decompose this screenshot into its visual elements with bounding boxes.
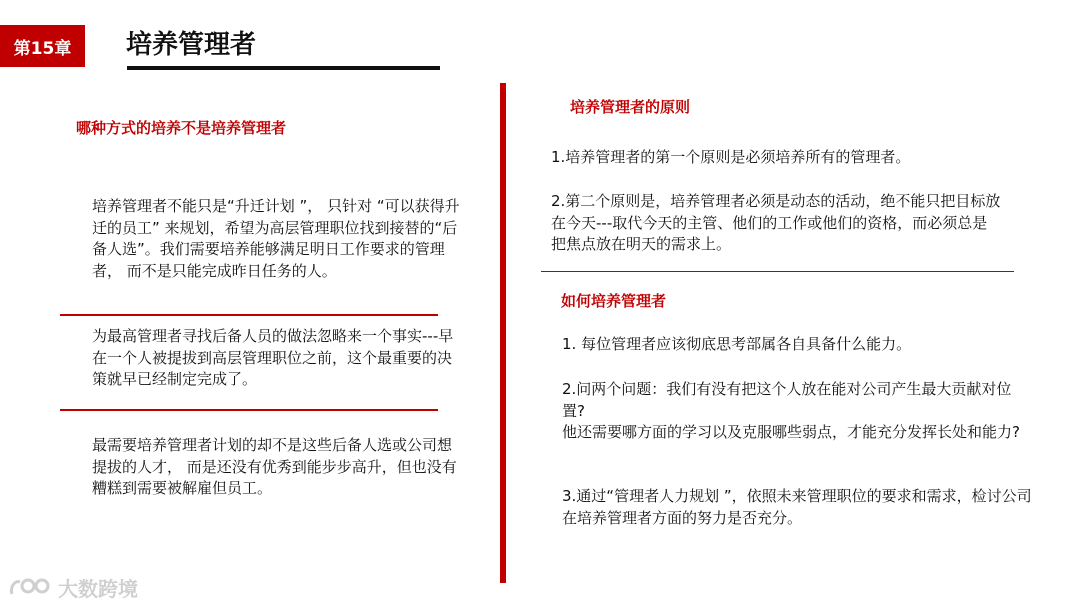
chapter-badge: 第15章: [0, 25, 85, 67]
principle-item-2: 2.第二个原则是，培养管理者必须是动态的活动，绝不能只把目标放在今天---取代今天的主管、他们的工作或他们的资格，而必须总是把焦点放在明天的需求上。: [551, 192, 1001, 253]
title-underline: [127, 66, 440, 70]
left-paragraph-2: 为最高管理者寻找后备人员的做法忽略来一个事实---早在一个人被提拔到高层管理职位之前，这个最重要的决策就早已经制定完成了。: [92, 327, 454, 388]
left-paragraph-1: 培养管理者不能只是“升迁计划 ”， 只针对 “可以获得升迁的员工” 来规划，希望为高层管理职位找到接替的“后备人选”。我们需要培养能够满足明日工作要求的管理者， 而不是只能完成昨日任务的人。: [92, 197, 460, 280]
how-item-3: 3.通过“管理者人力规划 ”，依照未来管理职位的要求和需求，检讨公司在培养管理者方面的努力是否充分。: [562, 487, 1032, 527]
right-separator: [541, 271, 1014, 272]
page-title: 培养管理者: [126, 30, 257, 60]
left-heading: 哪种方式的培养不是培养管理者: [76, 119, 287, 137]
left-separator-1: [60, 314, 438, 316]
watermark: [8, 572, 138, 602]
watermark-text: 大数跨境: [58, 576, 138, 601]
how-heading: 如何培养管理者: [561, 292, 667, 310]
how-item-2: 2.问两个问题：我们有没有把这个人放在能对公司产生最大贡献对位置?: [562, 380, 1012, 420]
logo-icon: [8, 574, 54, 600]
how-item-2-followup: 他还需要哪方面的学习以及克服哪些弱点，才能充分发挥长处和能力?: [562, 423, 1020, 441]
left-separator-2: [60, 409, 438, 411]
left-paragraph-3: 最需要培养管理者计划的却不是这些后备人选或公司想提拔的人才， 而是还没有优秀到能步步高升，但也没有糟糕到需要被解雇但员工。: [92, 436, 457, 497]
principle-item-1: 1.培养管理者的第一个原则是必须培养所有的管理者。: [551, 148, 911, 166]
how-item-1: 1. 每位管理者应该彻底思考部属各自具备什么能力。: [562, 335, 912, 353]
principles-heading: 培养管理者的原则: [570, 98, 691, 116]
vertical-divider: [500, 83, 506, 583]
